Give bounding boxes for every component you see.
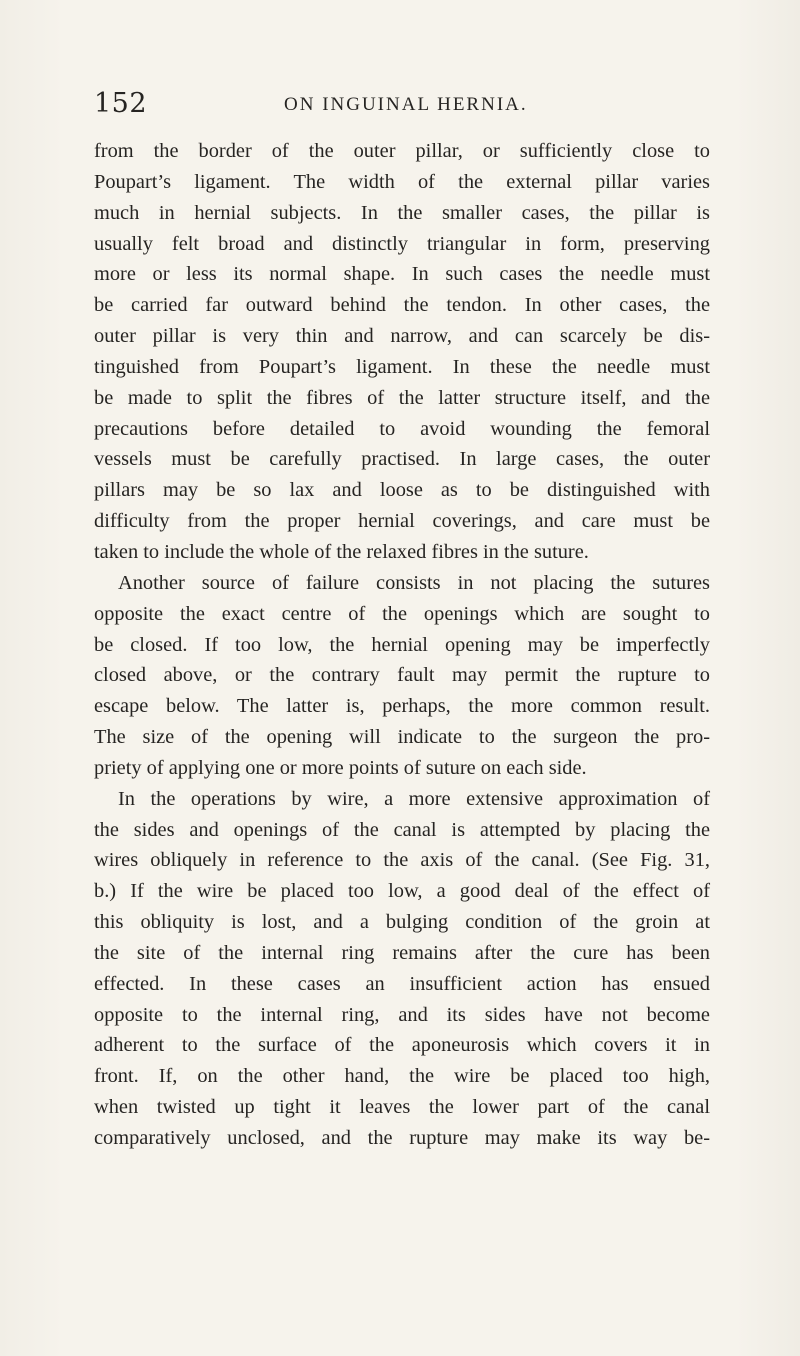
body-text	[94, 136, 710, 1154]
text-line: priety of applying one or more points of suture on each side.	[94, 756, 587, 779]
text-line: taken to include the whole of the relaxed fibres in the suture.	[94, 540, 589, 563]
text-line: front. If, on the other hand, the wire be placed too high,	[94, 1065, 710, 1088]
text-line: closed above, or the contrary fault may permit the rupture to	[94, 664, 710, 687]
text-line: opposite to the internal ring, and its sides have not become	[94, 1003, 710, 1026]
text-line: be closed. If too low, the hernial opening may be imperfectly	[94, 633, 710, 656]
text-line: this obliquity is lost, and a bulging condition of the groin at	[94, 911, 710, 934]
text-line: the site of the internal ring remains after the cure has been	[94, 941, 710, 964]
text-line: tinguished from Poupart’s ligament. In these the needle must	[94, 355, 710, 378]
text-line: opposite the exact centre of the openings which are sought to	[94, 602, 710, 625]
text-line: In the operations by wire, a more extensive approximation of	[118, 787, 710, 810]
text-line: difficulty from the proper hernial coverings, and care must be	[94, 510, 710, 533]
text-line: effected. In these cases an insufficient action has ensued	[94, 972, 710, 995]
page-number: 152	[94, 88, 148, 119]
text-line: Poupart’s ligament. The width of the external pillar varies	[94, 170, 710, 193]
text-line: be made to split the fibres of the latter structure itself, and the	[94, 386, 710, 409]
text-line: comparatively unclosed, and the rupture may make its way be-	[94, 1127, 710, 1149]
text-line: when twisted up tight it leaves the lower part of the canal	[94, 1096, 710, 1119]
text-line: adherent to the surface of the aponeurosis which covers it in	[94, 1034, 710, 1057]
page-header	[94, 88, 712, 124]
text-line: much in hernial subjects. In the smaller cases, the pillar is	[94, 201, 710, 224]
text-line: usually felt broad and distinctly triangular in form, preserving	[94, 232, 710, 255]
text-line: be carried far outward behind the tendon. In other cases, the	[94, 294, 710, 317]
text-line: wires obliquely in reference to the axis of the canal. (See Fig. 31,	[94, 849, 710, 872]
text-line: escape below. The latter is, perhaps, the more common result.	[94, 695, 710, 718]
text-line: vessels must be carefully practised. In large cases, the outer	[94, 448, 710, 471]
text-line: more or less its normal shape. In such cases the needle must	[94, 263, 710, 286]
text-line: from the border of the outer pillar, or sufficiently close to	[94, 140, 710, 162]
text-line: The size of the opening will indicate to the surgeon the pro-	[94, 726, 710, 749]
text-line: Another source of failure consists in not placing the sutures	[118, 571, 710, 594]
text-line: b.) If the wire be placed too low, a good deal of the effect of	[94, 880, 710, 903]
running-title: ON INGUINAL HERNIA.	[284, 94, 528, 115]
text-line: precautions before detailed to avoid wounding the femoral	[94, 417, 710, 440]
text-line: pillars may be so lax and loose as to be distinguished with	[94, 479, 710, 502]
text-line: the sides and openings of the canal is attempted by placing the	[94, 818, 710, 841]
text-line: outer pillar is very thin and narrow, and can scarcely be dis-	[94, 325, 710, 348]
